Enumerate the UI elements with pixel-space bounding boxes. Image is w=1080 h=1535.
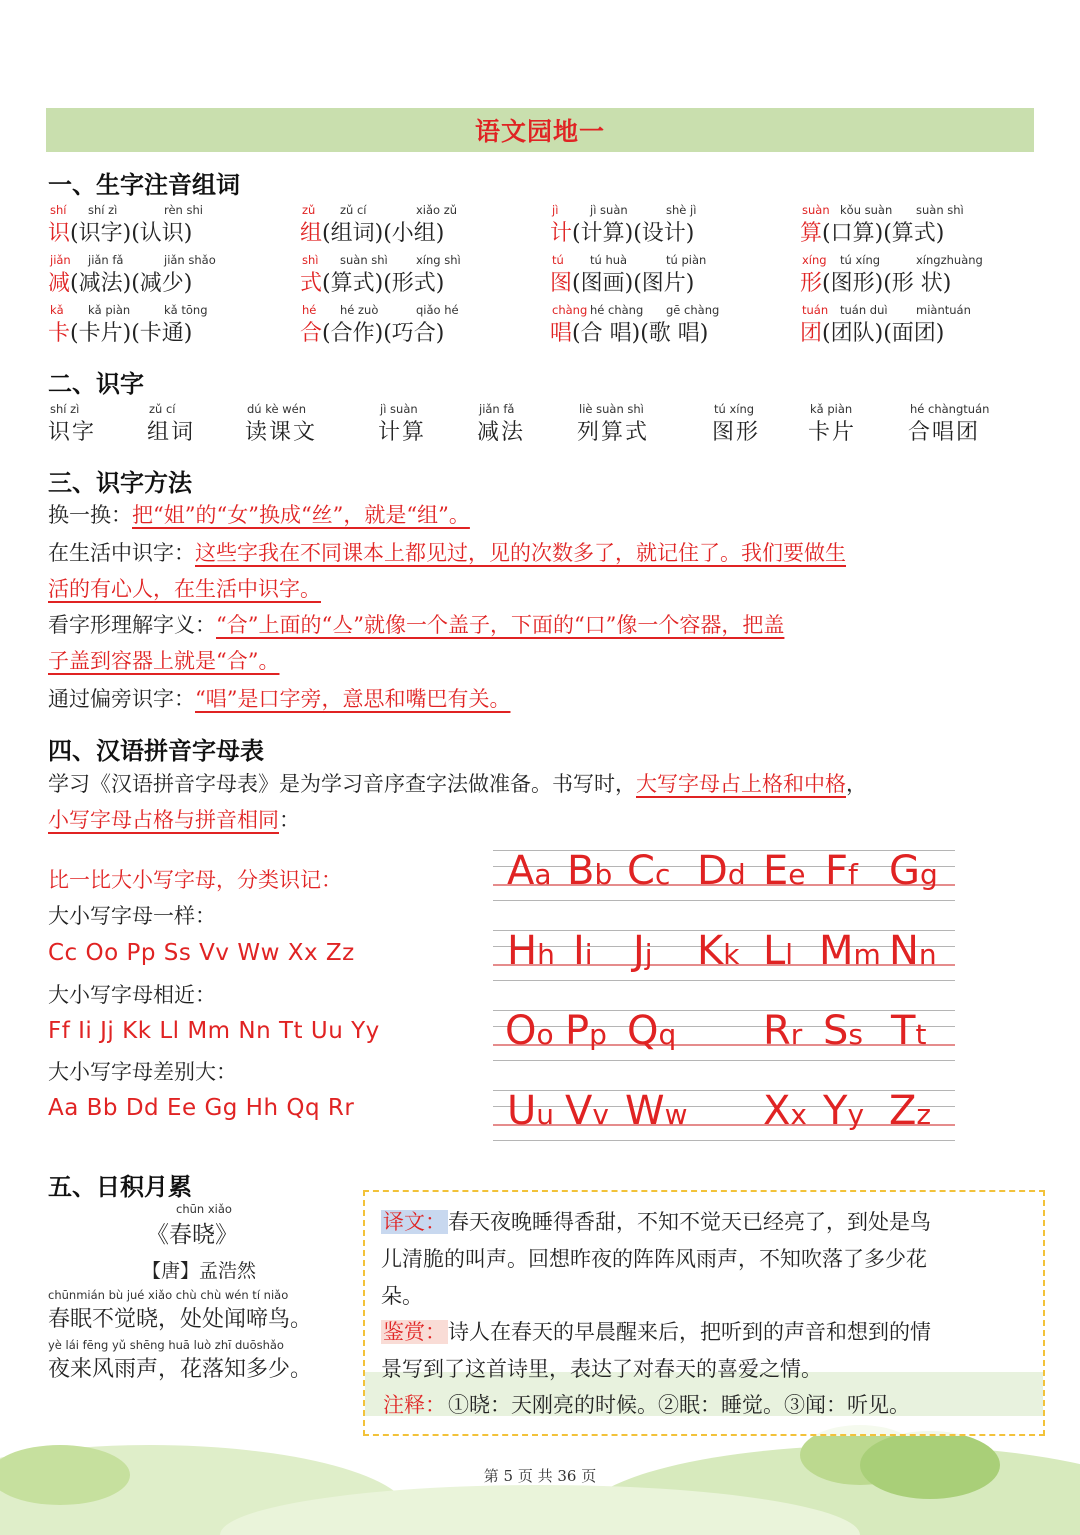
writing-rule [493, 1106, 955, 1107]
pinyin-intro-a: 学习《汉语拼音字母表》是为学习音序查字法做准备。书写时，大写字母占上格和中格， [48, 772, 867, 796]
uppercase-letter: K [697, 928, 724, 974]
vocab-word2-pinyin: gē chàng [666, 303, 720, 317]
shizi-word: 列算式 [577, 420, 650, 445]
uppercase-letter: D [697, 848, 728, 894]
letter-pair [697, 848, 746, 894]
letter-pair [507, 928, 555, 974]
vocab-word1-pinyin: shí zì [88, 203, 118, 217]
lowercase-letter: t [915, 1018, 927, 1051]
letter-pair [763, 928, 793, 974]
letter-pair [825, 848, 858, 894]
vocab-entry [300, 316, 444, 347]
letter-pair [889, 928, 937, 974]
lowercase-letter: g [920, 858, 938, 891]
translation-b: 儿清脆的叫声。回想昨夜的阵阵风雨声，不知吹落了多少花 [381, 1247, 927, 1271]
lowercase-letter: n [918, 938, 937, 971]
translation-a: 译文：春天夜晚睡得香甜，不知不觉天已经亮了，到处是鸟 [383, 1210, 931, 1234]
vocab-char-pinyin: tuán [802, 303, 829, 317]
vocab-word2-pinyin: qiǎo hé [416, 303, 459, 317]
vocab-word2-pinyin: shè jì [666, 203, 697, 217]
vocab-word: (设计) [633, 221, 695, 246]
vocab-word2-pinyin: xíng shì [416, 253, 461, 267]
vocab-char: 图 [550, 271, 573, 296]
vocab-word: (计算) [572, 221, 634, 246]
vocab-word: (形 状) [883, 271, 952, 296]
uppercase-letter: X [763, 1088, 791, 1134]
vocab-word: (卡片) [70, 321, 132, 346]
vocab-word1-pinyin: kǎ piàn [88, 303, 131, 317]
letter-pair [627, 1008, 676, 1054]
vocab-char-pinyin: shì [302, 253, 319, 267]
uppercase-letter: M [819, 928, 854, 974]
vocab-entry [48, 216, 192, 247]
writing-rule [493, 1090, 955, 1091]
shizi-pinyin: jì suàn [380, 402, 418, 416]
alphabet-row [493, 926, 955, 1006]
vocab-word2-pinyin: rèn shi [164, 203, 203, 217]
shizi-pinyin: jiǎn fǎ [479, 402, 515, 416]
near-letters: Ff Ii Jj Kk Ll Mm Nn Tt Uu Yy [48, 1018, 380, 1044]
section-title-1: 一、生字注音组词 [48, 171, 240, 199]
lowercase-letter: f [848, 858, 858, 891]
uppercase-letter: O [505, 1008, 537, 1054]
letter-pair [763, 848, 806, 894]
lowercase-letter: y [847, 1098, 865, 1131]
uppercase-letter: N [889, 928, 919, 974]
shizi-word: 组词 [147, 420, 196, 445]
vocab-char-pinyin: shí [50, 203, 67, 217]
letter-pair [891, 1008, 926, 1054]
lowercase-letter: l [785, 938, 794, 971]
vocab-char-pinyin: jì [552, 203, 559, 217]
lowercase-letter: p [589, 1018, 607, 1051]
vocab-char: 算 [800, 221, 823, 246]
same-label: 大小写字母一样： [48, 904, 216, 928]
translation-c: 朵。 [381, 1284, 423, 1308]
vocab-word: (卡通) [131, 321, 193, 346]
letter-pair [889, 848, 938, 894]
uppercase-letter: B [567, 848, 595, 894]
vocab-char: 计 [550, 221, 573, 246]
letter-pair [697, 928, 739, 974]
vocab-word: (形式) [383, 271, 445, 296]
poem-line1-pinyin: chūnmián bù jué xiǎo chù chù wén tí niǎo [48, 1288, 289, 1302]
vocab-word1-pinyin: jiǎn fǎ [88, 253, 124, 267]
same-letters: Cc Oo Pp Ss Vv Ww Xx Zz [48, 940, 355, 966]
poem-line2-pinyin: yè lái fēng yǔ shēng huā luò zhī duōshǎo [48, 1338, 284, 1352]
vocab-word: (组词) [322, 221, 384, 246]
vocab-char: 团 [800, 321, 823, 346]
vocab-word: (识字) [70, 221, 132, 246]
vocab-entry [550, 316, 708, 347]
letter-pair [507, 1088, 554, 1134]
vocab-word1-pinyin: suàn shì [340, 253, 388, 267]
lowercase-letter: w [664, 1098, 688, 1131]
alphabet-chart [493, 846, 955, 1166]
lowercase-letter: b [594, 858, 613, 891]
vocab-word: (巧合) [383, 321, 445, 346]
vocab-word: (算式) [322, 271, 384, 296]
vocab-char-pinyin: chàng [552, 303, 588, 317]
appreciation-a: 鉴赏：诗人在春天的早晨醒来后，把听到的声音和想到的情 [383, 1320, 931, 1344]
writing-rule [493, 1060, 955, 1061]
vocab-word2-pinyin: kǎ tōng [164, 303, 208, 317]
vocab-word: (图片) [633, 271, 695, 296]
poem-line1: 春眠不觉晓，处处闻啼鸟。 [48, 1307, 313, 1332]
letter-pair [507, 848, 552, 894]
vocab-word: (减少) [131, 271, 193, 296]
letter-pair [565, 1088, 609, 1134]
letter-pair [625, 1088, 687, 1134]
compare-heading: 比一比大小写字母，分类识记： [48, 868, 342, 892]
letter-pair [763, 1088, 807, 1134]
uppercase-letter: T [891, 1008, 916, 1054]
uppercase-letter: E [763, 848, 789, 894]
writing-rule [493, 1010, 955, 1011]
lowercase-letter: u [536, 1098, 555, 1131]
vocab-entry [300, 216, 444, 247]
letter-pair [567, 848, 612, 894]
vocab-word: (口算) [822, 221, 884, 246]
lowercase-letter: z [916, 1098, 932, 1131]
letter-pair [819, 928, 881, 974]
vocab-char: 合 [300, 321, 323, 346]
uppercase-letter: W [625, 1088, 665, 1134]
vocab-word2-pinyin: xiǎo zǔ [416, 203, 458, 217]
letter-pair [763, 1008, 802, 1054]
shizi-word: 读课文 [245, 420, 318, 445]
vocab-entry [48, 266, 192, 297]
writing-rule [493, 980, 955, 981]
shizi-pinyin: hé chàngtuán [910, 402, 990, 416]
uppercase-letter: F [825, 848, 849, 894]
vocab-char-pinyin: hé [302, 303, 317, 317]
vocab-word: (面团) [883, 321, 945, 346]
writing-rule [493, 1044, 955, 1046]
uppercase-letter: U [507, 1088, 537, 1134]
lowercase-letter: o [536, 1018, 554, 1051]
lowercase-letter: k [723, 938, 740, 971]
vocab-word2-pinyin: jiǎn shǎo [164, 253, 216, 267]
vocab-word1-pinyin: hé chàng [590, 303, 644, 317]
uppercase-letter: Z [889, 1088, 917, 1134]
vocab-word1-pinyin: jì suàn [590, 203, 628, 217]
vocab-word1-pinyin: tú huà [590, 253, 628, 267]
alphabet-row [493, 1006, 955, 1086]
vocab-char-pinyin: xíng [802, 253, 827, 267]
shizi-word: 计算 [378, 420, 427, 445]
poem-title: 《春晓》 [146, 1222, 238, 1248]
uppercase-letter: C [627, 848, 655, 894]
vocab-word1-pinyin: kǒu suàn [840, 203, 893, 217]
shizi-pinyin: dú kè wén [247, 402, 306, 416]
letter-pair [889, 1088, 931, 1134]
section-title-3: 三、识字方法 [48, 469, 192, 497]
vocab-word: (图画) [572, 271, 634, 296]
vocab-entry [550, 216, 694, 247]
uppercase-letter: A [507, 848, 535, 894]
lowercase-letter: a [534, 858, 552, 891]
uppercase-letter: Y [823, 1088, 848, 1134]
vocab-entry [800, 266, 951, 297]
uppercase-letter: S [823, 1008, 849, 1054]
lowercase-letter: s [848, 1018, 863, 1051]
vocab-word2-pinyin: tú piàn [666, 253, 707, 267]
lowercase-letter: i [584, 938, 593, 971]
vocab-entry [800, 316, 944, 347]
vocab-word: (合 唱) [572, 321, 641, 346]
uppercase-letter: J [633, 928, 645, 974]
vocab-char-pinyin: jiǎn [50, 253, 71, 267]
vocab-word: (合作) [322, 321, 384, 346]
letter-pair [565, 1008, 607, 1054]
vocab-char: 形 [800, 271, 823, 296]
poem-notes-box [363, 1190, 1045, 1436]
vocab-char-pinyin: suàn [802, 203, 830, 217]
vocab-char: 式 [300, 271, 323, 296]
vocab-word2-pinyin: xíngzhuàng [916, 253, 983, 267]
vocab-char: 唱 [550, 321, 573, 346]
vocab-char: 组 [300, 221, 323, 246]
shizi-pinyin: tú xíng [714, 402, 755, 416]
vocab-entry [48, 316, 192, 347]
vocab-word: (歌 唱) [640, 321, 709, 346]
lowercase-letter: c [654, 858, 671, 891]
uppercase-letter: L [763, 928, 786, 974]
title-banner [46, 108, 1034, 152]
near-label: 大小写字母相近： [48, 983, 216, 1007]
writing-rule [493, 1026, 955, 1027]
pinyin-intro-b: 小写字母占格与拼音相同： [48, 808, 300, 832]
uppercase-letter: R [763, 1008, 791, 1054]
shizi-pinyin: shí zì [50, 402, 80, 416]
letter-pair [627, 848, 670, 894]
vocab-char: 减 [48, 271, 71, 296]
letter-pair [823, 1008, 863, 1054]
shizi-word: 识字 [48, 420, 97, 445]
poem-line2: 夜来风雨声，花落知多少。 [48, 1357, 313, 1382]
method-2b: 活的有心人，在生活中识字。 [48, 577, 321, 601]
vocab-char-pinyin: tú [552, 253, 564, 267]
uppercase-letter: I [573, 928, 585, 974]
poem-title-pinyin: chūn xiǎo [176, 1202, 232, 1216]
appreciation-b: 景写到了这首诗里，表达了对春天的喜爱之情。 [381, 1357, 822, 1381]
uppercase-letter: Q [627, 1008, 659, 1054]
vocab-word: (图形) [822, 271, 884, 296]
lowercase-letter: h [537, 938, 555, 971]
shizi-word: 合唱团 [908, 420, 981, 445]
alphabet-row [493, 846, 955, 926]
section-title-5: 五、日积月累 [48, 1173, 192, 1201]
shizi-pinyin: kǎ piàn [810, 402, 853, 416]
vocab-char-pinyin: kǎ [50, 303, 64, 317]
section-title-2: 二、识字 [48, 370, 144, 398]
method-4: 通过偏旁识字：“唱”是口字旁，意思和嘴巴有关。 [48, 687, 511, 711]
letter-pair [573, 928, 593, 974]
vocab-word: (小组) [383, 221, 445, 246]
shizi-pinyin: zǔ cí [149, 402, 176, 416]
vocab-char-pinyin: zǔ [302, 203, 316, 217]
vocab-word1-pinyin: hé zuò [340, 303, 379, 317]
lowercase-letter: q [658, 1018, 677, 1051]
vocab-word2-pinyin: miàntuán [916, 303, 971, 317]
lowercase-letter: x [790, 1098, 807, 1131]
page-title: 语文园地一 [474, 117, 605, 146]
uppercase-letter: V [565, 1088, 593, 1134]
page-footer: 第 5 页 共 36 页 [483, 1467, 597, 1485]
vocab-word1-pinyin: zǔ cí [340, 203, 367, 217]
vocab-word1-pinyin: tú xíng [840, 253, 881, 267]
lowercase-letter: m [853, 938, 881, 971]
writing-rule [493, 1140, 955, 1141]
method-1: 换一换：把“姐”的“女”换成“丝”，就是“组”。 [48, 503, 470, 527]
vocab-entry [300, 266, 444, 297]
poem-author: 【唐】孟浩然 [142, 1260, 257, 1282]
letter-pair [823, 1088, 864, 1134]
writing-rule [493, 1124, 955, 1126]
lowercase-letter: d [727, 858, 746, 891]
uppercase-letter: G [889, 848, 920, 894]
vocab-entry [800, 216, 944, 247]
letter-pair [633, 928, 653, 974]
writing-rule [493, 900, 955, 901]
shizi-word: 减法 [477, 420, 526, 445]
diff-letters: Aa Bb Dd Ee Gg Hh Qq Rr [48, 1095, 355, 1121]
uppercase-letter: H [507, 928, 538, 974]
alphabet-row [493, 1086, 955, 1166]
vocab-entry [550, 266, 694, 297]
shizi-word: 图形 [712, 420, 761, 445]
shizi-word: 卡片 [808, 420, 857, 445]
lowercase-letter: r [790, 1018, 803, 1051]
method-3a: 看字形理解字义：“合”上面的“亼”就像一个盖子，下面的“口”像一个容器，把盖 [48, 613, 785, 637]
vocab-char: 识 [48, 221, 71, 246]
shizi-pinyin: liè suàn shì [579, 402, 644, 416]
method-3b: 子盖到容器上就是“合”。 [48, 649, 280, 673]
vocab-word: (认识) [131, 221, 193, 246]
vocab-word2-pinyin: suàn shì [916, 203, 964, 217]
uppercase-letter: P [565, 1008, 590, 1054]
letter-pair [505, 1008, 554, 1054]
diff-label: 大小写字母差别大： [48, 1060, 237, 1084]
vocab-word: (减法) [70, 271, 132, 296]
lowercase-letter: v [592, 1098, 609, 1131]
vocab-word: (算式) [883, 221, 945, 246]
vocab-char: 卡 [48, 321, 71, 346]
notes: 注释：①晓：天刚亮的时候。②眠：睡觉。③闻：听见。 [383, 1393, 910, 1417]
lowercase-letter: j [644, 938, 653, 971]
section-title-4: 四、汉语拼音字母表 [48, 737, 264, 765]
vocab-word1-pinyin: tuán duì [840, 303, 888, 317]
method-2a: 在生活中识字：这些字我在不同课本上都见过，见的次数多了，就记住了。我们要做生 [48, 541, 846, 565]
vocab-word: (团队) [822, 321, 884, 346]
lowercase-letter: e [788, 858, 806, 891]
